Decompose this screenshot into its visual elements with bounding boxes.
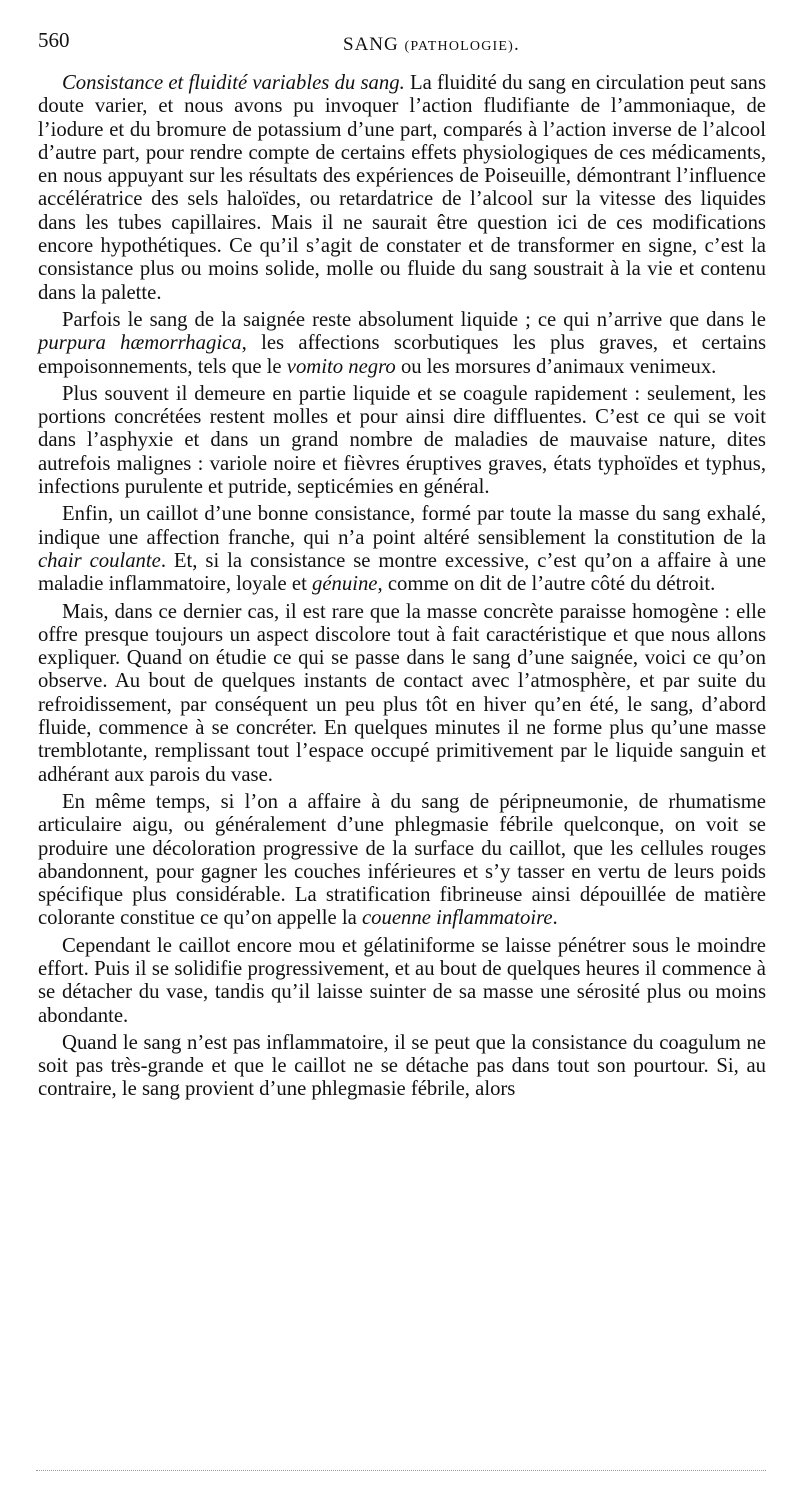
text-run: Plus souvent il demeure en partie liquide et se coagule rapidement : seulement, les portions concrétées restent molles et pour ainsi dire diffluentes. C’est ce qui se voit dans l’asphyxie et dans un grand nombre de maladies de mauvaise nature, dites autrefois malignes : variole noire et fièvres éruptives graves, états typhoïdes et typhus, infections purulente et putride, septicémies en général. bbox=[38, 382, 766, 499]
text-run: , les affections scorbutiques les plus graves, et certains empoisonnements, tels que le bbox=[38, 332, 766, 378]
text-run: Quand le sang n’est pas inflammatoire, il se peut que la consistance du coagulum ne soit pas très-grande et que le caillot ne se détache pas dans tout son pourtour. Si, au contraire, le sang provient d’une phlegmasie fébrile, alors bbox=[38, 1031, 766, 1101]
running-head-period: . bbox=[514, 34, 520, 55]
footer-rule bbox=[36, 1470, 766, 1471]
italic-text: vomito negro bbox=[286, 355, 396, 378]
paragraph bbox=[38, 791, 766, 931]
text-run: . bbox=[552, 907, 558, 930]
text-run: Mais, dans ce dernier cas, il est rare que la masse concrète paraisse homogène : elle offre presque toujours un aspect discolore tout à fait caractéristique et que nous allons expliquer. Quand on étudie ce qui se passe dans le sang d’une saignée, voici ce qu’on observe. Au bout de quelques instants de contact avec l’atmosphère, et par suite du refroidissement, par conséquent un peu plus tôt en hiver qu’en été, le sang, d’abord fluide, commence à se concréter. En quelques minutes il ne forme plus qu’une masse tremblotante, remplissant tout l’espace occupé primitivement par le liquide sanguin et adhérant aux parois du vase. bbox=[38, 600, 766, 786]
paragraph bbox=[38, 503, 766, 596]
italic-text: Consistance et fluidité variables du sang. bbox=[62, 72, 405, 94]
italic-text: chair coulante bbox=[38, 549, 161, 572]
paragraph bbox=[38, 601, 766, 787]
text-run: ou les morsures d’animaux venimeux. bbox=[395, 355, 717, 378]
text-run: , comme on dit de l’autre côté du détroit. bbox=[377, 573, 716, 596]
text-run: . Et, si la consistance se montre excessive, c’est qu’on a affaire à une maladie inflammatoire, loyale et bbox=[38, 549, 767, 596]
italic-text: couenne inflammatoire bbox=[361, 907, 553, 930]
running-head-subtitle: (PATHOLOGIE) bbox=[404, 39, 515, 54]
italic-text: génuine bbox=[312, 573, 378, 596]
running-head-title: SANG bbox=[343, 34, 399, 55]
text-run: En même temps, si l’on a affaire à du sang de péripneumonie, de rhumatisme articulaire aigu, ou généralement d’une phlegmasie fébrile quelconque, on voit se produire une décoloration progressive de la surface du caillot, que les cellules rouges abandonnent, pour gagner les couches inférieures et s’y tasser en vertu de leurs poids spécifique plus considérable. La stratification fibrineuse ainsi dépouillée de matière colorante constitue ce qu’on appelle la bbox=[38, 790, 766, 930]
text-run: Enfin, un caillot d’une bonne consistance, formé par toute la masse du sang exhalé, indique une affection franche, qui n’a point altéré sensiblement la constitution de la bbox=[38, 503, 766, 549]
running-head bbox=[343, 34, 520, 56]
page-number: 560 bbox=[38, 28, 70, 52]
paragraph bbox=[38, 309, 766, 379]
paragraph bbox=[38, 72, 766, 305]
text-run: La fluidité du sang en circulation peut sans doute varier, et nous avons pu invoquer l’action fludifiante de l’ammoniaque, de l’iodure et du bromure de potassium d’une part, comparés à l’action inverse de l’alcool d’autre part, pour rendre compte de certains effets physiologiques de ces médicaments, en nous appuyant sur les résultats des expériences de Poiseuille, démontrant l’influence accélératrice des sels haloïdes, ou retardatrice de l’alcool sur la vitesse des liquides dans les tubes capillaires. Mais il ne saurait être question ici de ces modifications encore hypothétiques. Ce qu’il s’agit de constater et de transformer en signe, c’est la consistance plus ou moins solide, molle ou fluide du sang soustrait à la vie et contenu dans la palette. bbox=[38, 72, 767, 304]
italic-text: purpura hæmorrhagica bbox=[38, 332, 242, 355]
paragraph bbox=[38, 383, 766, 499]
paragraph bbox=[38, 1032, 766, 1102]
paragraph bbox=[38, 935, 766, 1028]
body-text bbox=[38, 72, 766, 1106]
text-run: Parfois le sang de la saignée reste absolument liquide ; ce qui n’arrive que dans le bbox=[62, 308, 766, 331]
text-run: Cependant le caillot encore mou et gélatiniforme se laisse pénétrer sous le moindre effort. Puis il se solidifie progressivement, et au bout de quelques heures il commence à se détacher du vase, tandis qu’il laisse suinter de sa masse une sérosité plus ou moins abondante. bbox=[38, 934, 766, 1027]
page-header bbox=[38, 28, 768, 64]
